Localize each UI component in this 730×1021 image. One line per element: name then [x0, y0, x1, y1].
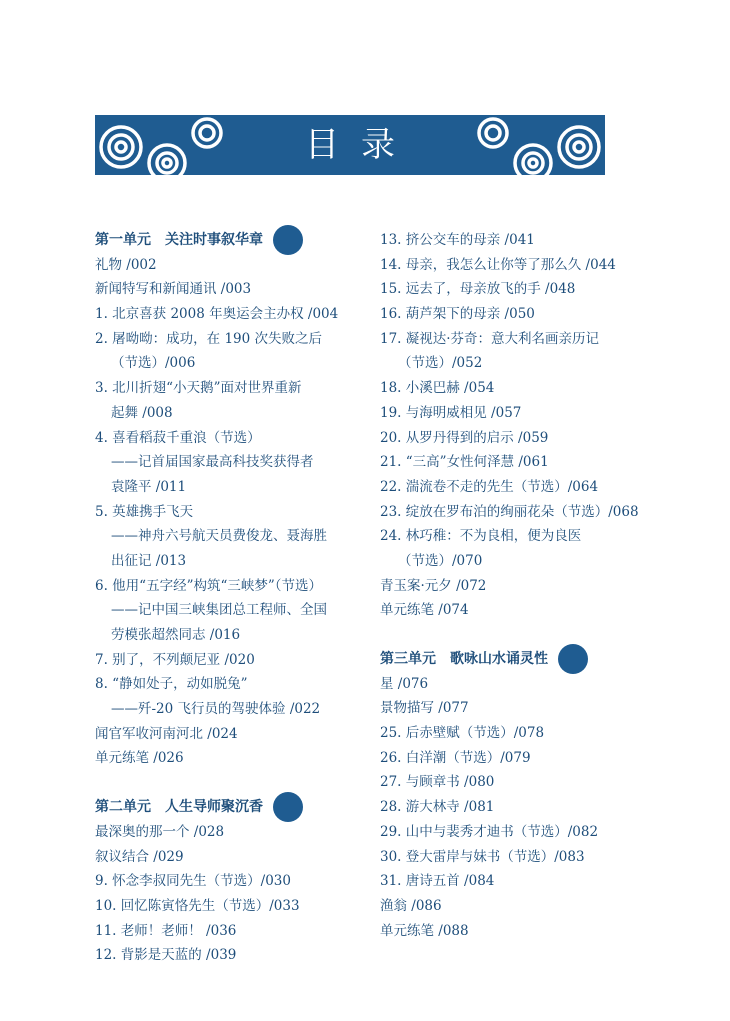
- toc-entry[interactable]: 24. 林巧稚：不为良相，便为良医: [380, 528, 582, 545]
- toc-entry[interactable]: 7. 别了，不列颠尼亚 /020: [95, 651, 255, 668]
- toc-entry[interactable]: 星 /076: [380, 675, 429, 692]
- toc-entry[interactable]: 1. 北京喜获 2008 年奥运会主办权 /004: [95, 306, 339, 323]
- toc-entry[interactable]: 28. 游大林寺 /081: [380, 799, 495, 816]
- toc-entry[interactable]: ——记首届国家最高科技奖获得者: [111, 454, 314, 471]
- toc-entry[interactable]: 11. 老师！老师！ /036: [95, 922, 237, 939]
- toc-entry[interactable]: 劳模张超然同志 /016: [111, 627, 241, 643]
- toc-entry[interactable]: 22. 湍流卷不走的先生（节选）/064: [380, 478, 599, 495]
- toc-entry[interactable]: 5. 英雄携手飞天: [95, 503, 194, 520]
- wave-icon: [273, 792, 303, 822]
- section-gap: [95, 771, 375, 795]
- unit-title: 歌咏山水诵灵性: [450, 651, 548, 667]
- toc-entry[interactable]: 单元练笔 /074: [380, 602, 469, 619]
- toc-entry[interactable]: 礼物 /002: [95, 256, 157, 273]
- toc-entry[interactable]: 闻官军收河南河北 /024: [95, 725, 238, 742]
- toc-entry[interactable]: （节选）/070: [398, 552, 483, 569]
- toc-entry[interactable]: 单元练笔 /088: [380, 922, 469, 939]
- toc-entry[interactable]: 9. 怀念李叔同先生（节选）/030: [95, 873, 291, 890]
- ink-wash-icon: [273, 225, 303, 255]
- toc-entry[interactable]: （节选）/052: [398, 355, 483, 372]
- title-banner: [95, 115, 605, 175]
- toc-entry[interactable]: 袁隆平 /011: [111, 478, 187, 495]
- toc-entry[interactable]: 2. 屠呦呦：成功，在 190 次失败之后: [95, 330, 323, 347]
- toc-entry[interactable]: 叙议结合 /029: [95, 848, 184, 865]
- toc-entry[interactable]: 青玉案·元夕 /072: [380, 577, 487, 594]
- toc-entry[interactable]: 23. 绽放在罗布泊的绚丽花朵（节选）/068: [380, 503, 639, 520]
- toc-entry[interactable]: 12. 背影是天蓝的 /039: [95, 947, 237, 964]
- toc-entry[interactable]: 31. 唐诗五首 /084: [380, 873, 495, 890]
- bird-icon: [558, 644, 588, 674]
- toc-entry[interactable]: 18. 小溪巴赫 /054: [380, 380, 495, 397]
- toc-entry[interactable]: ——歼-20 飞行员的驾驶体验 /022: [111, 701, 321, 718]
- toc-entry[interactable]: 21. “三高”女性何泽慧 /061: [380, 454, 549, 471]
- toc-entry[interactable]: 20. 从罗丹得到的启示 /059: [380, 429, 549, 446]
- unit-number: 第一单元: [95, 232, 151, 248]
- page-title: 目录: [305, 125, 417, 165]
- toc-entry[interactable]: 新闻特写和新闻通讯 /003: [95, 281, 252, 298]
- toc-entry[interactable]: ——记中国三峡集团总工程师、全国: [111, 602, 327, 619]
- toc-entry[interactable]: 单元练笔 /026: [95, 750, 184, 767]
- toc-right-column: [380, 228, 680, 943]
- toc-entry[interactable]: 30. 登大雷岸与妹书（节选）/083: [380, 848, 585, 865]
- toc-entry[interactable]: 6. 他用“五字经”构筑“三峡梦”（节选）: [95, 577, 323, 594]
- toc-entry[interactable]: 17. 凝视达·芬奇：意大利名画亲历记: [380, 330, 600, 347]
- toc-entry[interactable]: 15. 远去了，母亲放飞的手 /048: [380, 281, 576, 298]
- toc-entry[interactable]: 渔翁 /086: [380, 897, 442, 914]
- unit-title: 人生导师聚沉香: [165, 799, 263, 816]
- toc-entry[interactable]: 出征记 /013: [111, 552, 187, 569]
- toc-entry[interactable]: 16. 葫芦架下的母亲 /050: [380, 306, 535, 323]
- unit-heading: [95, 795, 375, 820]
- toc-entry[interactable]: 19. 与海明威相见 /057: [380, 404, 522, 421]
- toc-entry[interactable]: 景物描写 /077: [380, 700, 469, 717]
- toc-entry[interactable]: （节选）/006: [111, 355, 196, 372]
- toc-entry[interactable]: 26. 白洋潮（节选）/079: [380, 749, 531, 766]
- toc-entry[interactable]: ——神舟六号航天员费俊龙、聂海胜: [111, 528, 327, 545]
- toc-entry[interactable]: 25. 后赤壁赋（节选）/078: [380, 725, 545, 742]
- section-gap: [380, 623, 680, 647]
- toc-entry[interactable]: 14. 母亲，我怎么让你等了那么久 /044: [380, 256, 616, 273]
- toc-entry[interactable]: 3. 北川折翅“小天鹅”面对世界重新: [95, 380, 302, 397]
- unit-number: 第三单元: [380, 651, 436, 667]
- toc-entry[interactable]: 起舞 /008: [111, 404, 173, 421]
- toc-entry[interactable]: 27. 与顾章书 /080: [380, 774, 495, 791]
- toc-entry[interactable]: 8. “静如处子，动如脱兔”: [95, 676, 248, 693]
- toc-left-column: [95, 228, 375, 968]
- toc-entry[interactable]: 最深奥的那一个 /028: [95, 823, 225, 840]
- toc-entry[interactable]: 4. 喜看稻菽千重浪（节选）: [95, 429, 261, 446]
- unit-title: 关注时事叙华章: [165, 232, 263, 248]
- toc-entry[interactable]: 29. 山中与裴秀才迪书（节选）/082: [380, 823, 599, 840]
- unit-heading: [95, 228, 375, 253]
- toc-entry[interactable]: 13. 挤公交车的母亲 /041: [380, 232, 535, 248]
- toc-entry[interactable]: 10. 回忆陈寅恪先生（节选）/033: [95, 897, 300, 914]
- unit-number: 第二单元: [95, 799, 151, 816]
- unit-heading: [380, 647, 680, 672]
